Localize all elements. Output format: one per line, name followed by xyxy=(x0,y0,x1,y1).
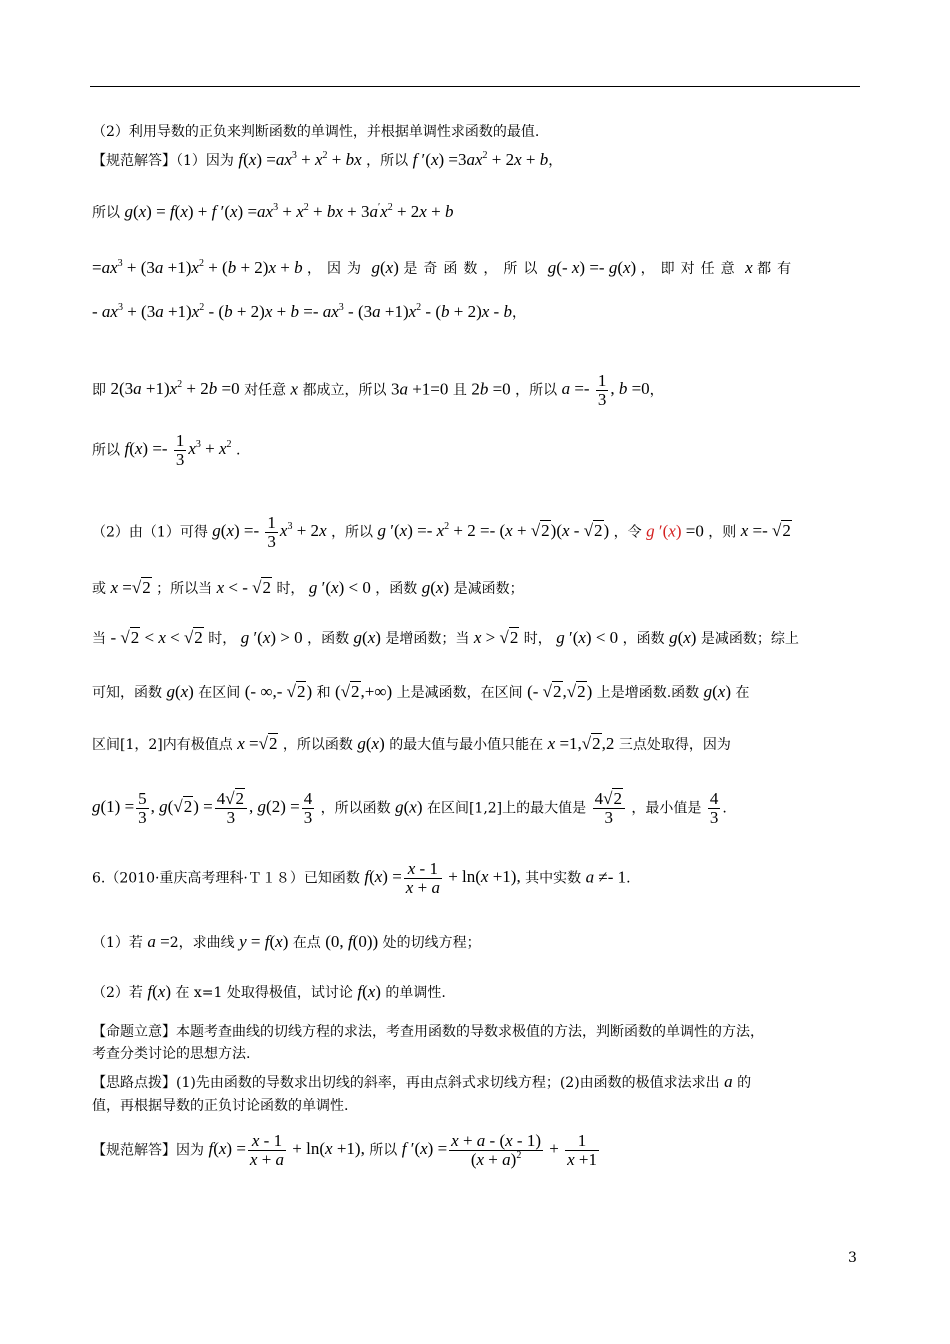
label-text: ，函数 xyxy=(622,631,665,647)
text-line xyxy=(92,122,539,142)
math-var: x xyxy=(745,258,753,277)
label-text: ，所以 xyxy=(331,524,374,541)
text-line: - $ax^3 + (3a +1)x^2 - (b + 2)x + b =- ax^3 - (3a +1)x^2 - (b + 2)x - b$， xyxy=(92,302,526,321)
label-text: 都有 xyxy=(757,261,798,277)
math-expression: (- √2,√2) xyxy=(527,682,593,701)
label-text: ，所以 xyxy=(515,382,558,399)
math-expression: - $ax^3 + (3a +1)x^2 - (b + 2)x + b =- ax^3 - (3a +1)x^2 - (b + 2)x - b$ xyxy=(92,302,512,321)
math-expression: f ′(x) = $\frac{x + a - (x - 1)}{(x + a)^2}$ + $\frac{1}{x +1}$ xyxy=(401,1131,597,1169)
label-text: 所以 xyxy=(92,205,120,221)
label-text: 当 xyxy=(92,631,106,647)
text-line xyxy=(92,628,799,649)
label-text: 都成立，所以 xyxy=(302,382,387,399)
math-expression: f(x) =- $\frac{1}{3}$ $x^3 + x^2$ xyxy=(124,431,232,469)
math-expression: (- ∞,- √2) xyxy=(244,682,313,701)
math-expression: $=ax^3 + (3a +1)x^2 + (b + 2)x + b$ xyxy=(92,258,303,277)
paragraph-text: 【思路点拨】(1)先由函数的导数求出切线的斜率，再由点斜式求切线方程；(2)由函数的极值求法求出 xyxy=(92,1075,720,1091)
text-line xyxy=(92,202,453,223)
math-expression: a ≠- 1 xyxy=(585,867,627,887)
label-text: 是减函数； xyxy=(453,581,524,597)
math-expression: a =- $\frac{1}{3}$ , b =0 xyxy=(561,371,650,409)
math-expression: x =- √2 xyxy=(740,521,791,541)
math-expression: $2(3a +1)x^2 + 2b =0$ xyxy=(110,379,240,399)
label-text: 【规范解答】因为 xyxy=(92,1142,204,1159)
label-text: 的最大值与最小值只能在 xyxy=(389,737,544,753)
label-text: 所以 xyxy=(369,1142,398,1159)
page-number: 3 xyxy=(848,1250,857,1266)
label-text: 其中实数 xyxy=(525,870,582,887)
math-expression: (0, f(0)) xyxy=(325,932,379,951)
label-text: 区间[1，2]内有极值点 xyxy=(92,737,233,753)
math-expression: 3a +1=0 xyxy=(390,379,449,399)
header-rule xyxy=(90,86,860,87)
math-expression: $\frac{4√2}{3}$ xyxy=(591,797,627,816)
label-text: 6.（2010·重庆高考理科·Ｔ１８）已知函数 xyxy=(92,870,360,887)
math-expression: $\frac{4}{3}$ xyxy=(709,789,719,827)
label-text: ，所以函数 xyxy=(282,737,353,753)
text-line xyxy=(92,932,481,953)
label-text: （2）由（1）可得 xyxy=(92,524,208,541)
label-text: ；所以当 xyxy=(156,581,213,597)
math-expression: x =√2 xyxy=(110,578,151,597)
label-text: 在区间 xyxy=(198,685,241,701)
paragraph-text: 的 xyxy=(737,1075,752,1091)
math-expression: 2b =0 xyxy=(471,379,511,399)
text-line: 【规范解答】（1）因为 $f(x) =ax^3 + x^2$ + bx ，所以 f $'(x) =3ax^2 + 2x + b$， xyxy=(92,150,563,169)
line-text: （2）利用导数的正负来判断函数的单调性，并根据单调性求函数的最值. xyxy=(92,124,540,140)
label-text: ，最小值是 xyxy=(631,800,702,817)
math-expression: x =1,√2,2 xyxy=(547,734,615,753)
label-text: 上是减函数，在区间 xyxy=(396,685,523,701)
label-text: 上是增函数.函数 xyxy=(596,685,700,701)
label-text: 【规范解答】（1）因为 xyxy=(92,153,234,169)
math-expression: a = xyxy=(147,932,170,951)
math-expression: g ′(x) > 0 xyxy=(240,628,303,647)
math-expression: g(x) xyxy=(166,682,194,701)
text-line xyxy=(92,734,731,755)
label-text: ，令 xyxy=(613,524,642,541)
math-expression: y = f(x) xyxy=(239,932,289,951)
label-text: （1）若 xyxy=(92,935,143,951)
math-expression: g(x) xyxy=(669,628,697,647)
text-line xyxy=(92,1022,764,1042)
text-line: 即 $2(3a +1)x^2 + 2b =0$ 对任意 x 都成立，所以 3a +1=0 且 2b =0 ，所以 a =- $\frac{1}{3}$ , b =0， xyxy=(92,371,664,409)
paragraph-text: 值，再根据导数的正负讨论函数的单调性. xyxy=(92,1098,349,1114)
text-line xyxy=(92,682,749,703)
math-expression: g(x) xyxy=(395,797,423,817)
math-expression: (√2,+∞) xyxy=(335,682,393,701)
label-text: （2）若 xyxy=(92,985,143,1001)
label-text: 在点 xyxy=(292,935,321,951)
text-line xyxy=(92,982,446,1003)
text-line xyxy=(92,1044,250,1064)
label-text: 在 xyxy=(735,685,750,701)
math-expression: x =√2 xyxy=(237,734,278,753)
label-text: 所以 xyxy=(92,442,120,459)
math-expression: =0 xyxy=(681,521,704,541)
label-text: 处的切线方程； xyxy=(382,935,481,951)
label-text: 和 xyxy=(316,685,331,701)
label-text: 且 xyxy=(452,382,467,399)
label-text: 在区间[1,2]上的最大值是 xyxy=(426,800,587,817)
math-expression: x > √2 xyxy=(473,628,519,647)
text-line xyxy=(92,1072,751,1093)
math-expression: g(x) xyxy=(353,628,381,647)
math-expression: f(x) = $\frac{x - 1}{x + a}$ + ln(x +1), xyxy=(208,1131,365,1169)
math-expression: g(- x) =- g(x) xyxy=(547,258,637,277)
math-var: a xyxy=(724,1072,733,1091)
label-text: 的单调性. xyxy=(385,985,446,1001)
text-line xyxy=(92,578,524,599)
math-expression: x < - √2 xyxy=(216,578,271,597)
label-text: 是增函数；当 xyxy=(385,631,470,647)
math-expression-highlighted: g ′(x) xyxy=(646,521,682,541)
label-text: 是奇函数，所以 xyxy=(403,261,544,277)
math-expression: - √2 < x < √2 xyxy=(110,628,203,647)
math-expression: $f(x) =ax^3 + x^2$ + bx xyxy=(238,150,362,169)
math-expression: g(x) = f(x) + f $'(x) =ax^3 + x^2$ + bx + $3a'x^2 + 2x + b$ xyxy=(124,202,454,221)
label-text: ，则 xyxy=(708,524,737,541)
paragraph-text: 【命题立意】本题考查曲线的切线方程的求法，考查用函数的导数求极值的方法，判断函数的单调性的方法， xyxy=(92,1024,764,1040)
label-text: ，所以函数 xyxy=(320,800,391,817)
paragraph-text: 考查分类讨论的思想方法. xyxy=(92,1046,251,1062)
math-expression: f(x) = $\frac{x - 1}{x + a}$ + ln(x +1), xyxy=(364,859,521,897)
math-expression: g(1) = $\frac{5}{3}$ , g(√2) = $\frac{4√2}{3}$ , g(2) = $\frac{4}{3}$ xyxy=(92,789,313,827)
label-text: 即 xyxy=(92,382,106,399)
math-expression: f $'(x) =3ax^2 + 2x + b$ xyxy=(412,150,549,169)
label-text: 可知，函数 xyxy=(92,685,162,701)
text-line xyxy=(92,258,797,279)
label-text: 时， xyxy=(208,631,237,647)
label-text: 三点处取得，因为 xyxy=(618,737,731,753)
label-text: 2，求曲线 xyxy=(169,935,235,951)
math-expression: g(x) xyxy=(357,734,385,753)
text-line: g(1) = $\frac{5}{3}$ , g(√2) = $\frac{4√2}{3}$ , g(2) = $\frac{4}{3}$ ，所以函数 g(x) 在区间[1,2]上的最大值是 $\frac{4√2}{3}$ ，最小值是 $\frac{4}{3}$ . xyxy=(92,789,727,827)
math-expression: g(x) =- $\frac{1}{3}$ $x^3 + 2x$ xyxy=(212,513,327,551)
label-text: 时， xyxy=(276,581,305,597)
math-expression: g(x) xyxy=(421,578,450,597)
text-line xyxy=(92,1096,348,1116)
text-line xyxy=(92,1132,601,1169)
label-text: 时， xyxy=(523,631,552,647)
label-text: ，因为 xyxy=(307,261,368,277)
label-text: 是减函数；综上 xyxy=(700,631,799,647)
label-text: ，即对任意 xyxy=(640,261,741,277)
math-expression: g ′(x) < 0 xyxy=(308,578,371,597)
question-6-line: 6.（2010·重庆高考理科·Ｔ１８）已知函数 f(x) = $\frac{x - 1}{x + a}$ + ln(x +1), 其中实数 a ≠- 1. xyxy=(92,859,631,897)
label-text: 在 x=1 处取得极值，试讨论 xyxy=(175,985,353,1001)
math-expression: f(x) xyxy=(147,982,171,1001)
math-expression: g $'(x) =- x^2 + 2 =- (x + √2)(x - √2)$ xyxy=(377,521,610,541)
text-line: 所以 f(x) =- $\frac{1}{3}$ $x^3 + x^2$ . xyxy=(92,431,241,469)
math-expression: g(x) xyxy=(371,258,399,277)
math-var: x xyxy=(290,379,299,399)
text-line xyxy=(92,514,792,551)
label-text: 或 xyxy=(92,581,106,597)
math-expression: g ′(x) < 0 xyxy=(556,628,619,647)
label-text: 对任意 xyxy=(244,382,287,399)
math-expression: g(x) xyxy=(703,682,732,701)
label-text: ，所以 xyxy=(366,153,409,169)
math-expression: f(x) xyxy=(357,982,381,1001)
label-text: ，函数 xyxy=(307,631,350,647)
label-text: ，函数 xyxy=(375,581,418,597)
